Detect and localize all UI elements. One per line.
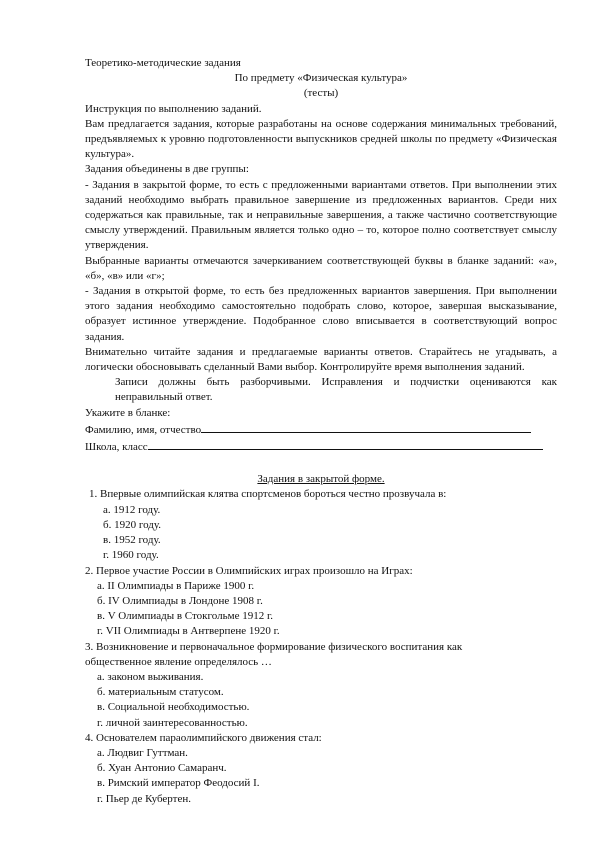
- question-3: [85, 640, 557, 731]
- intro-paragraph: Вам предлагается задания, которые разработаны на основе содержания минимальных требований, предъявляемых к уровню подготовленности выпускников средней школы по предмету «Физическая культура».: [85, 117, 557, 161]
- open-form-paragraph: - Задания в открытой форме, то есть без предложенных вариантов завершения. При выполнении этого задания необходимо самостоятельно подобрать слово, которое, завершая высказывание, образует истинное утверждение. Подобранное слово вписывается в соответствующий вопрос задания.: [85, 285, 557, 343]
- legible-paragraph: Записи должны быть разборчивыми. Исправления и подчистки оцениваются как неправильный ответ.: [115, 376, 557, 404]
- blank-line: Укажите в бланке:: [85, 406, 171, 419]
- question-3-text: 3. Возникновение и первоначальное формирование физического воспитания как: [85, 640, 463, 653]
- question-1-option-b: б. 1920 году.: [103, 518, 162, 531]
- question-3-option-c: в. Социальной необходимостью.: [97, 701, 250, 714]
- question-3-option-b: б. материальным статусом.: [97, 686, 224, 699]
- question-4-option-b: б. Хуан Антонио Самаранч.: [97, 762, 227, 775]
- school-field[interactable]: [148, 438, 543, 450]
- question-3-option-d: г. личной заинтересованностью.: [97, 716, 248, 729]
- question-1-option-c: в. 1952 году.: [103, 534, 161, 547]
- school-label: Школа, класс: [85, 441, 148, 454]
- selected-variants-paragraph: Выбранные варианты отмечаются зачеркиванием соответствующей буквы в бланке заданий: «а», «б», «в» или «г»;: [85, 254, 557, 282]
- question-4-option-a: а. Людвиг Гуттман.: [97, 746, 188, 759]
- name-label: Фамилию, имя, отчество: [85, 423, 202, 436]
- question-2-text: 2. Первое участие России в Олимпийских играх произошло на Играх:: [85, 564, 413, 577]
- subject-line: По предмету «Физическая культура»: [234, 72, 408, 85]
- spacer: [85, 455, 557, 472]
- question-1-text: 1. Впервые олимпийская клятва спортсменов бороться честно прозвучала в:: [89, 488, 447, 501]
- groups-line: Задания объединены в две группы:: [85, 163, 249, 176]
- name-field[interactable]: [201, 421, 531, 433]
- question-2-option-c: в. V Олимпиады в Стокгольме 1912 г.: [97, 610, 273, 623]
- question-4-option-d: г. Пьер де Кубертен.: [97, 792, 191, 805]
- question-2: [85, 564, 557, 640]
- document-title: Теоретико-методические задания: [85, 57, 241, 69]
- careful-paragraph: Внимательно читайте задания и предлагаемые варианты ответов. Старайтесь не угадывать, а логически обосновывать сделанный Вами выбор. Контролируйте время выполнения заданий.: [85, 345, 557, 374]
- question-3-option-a: а. законом выживания.: [97, 670, 204, 683]
- question-4-option-c: в. Римский император Феодосий I.: [97, 777, 260, 790]
- question-3-text-continued: общественное явление определялось …: [85, 655, 272, 668]
- question-4: [85, 731, 557, 807]
- school-row: [85, 438, 557, 455]
- instruction-heading: Инструкция по выполнению заданий.: [85, 102, 262, 115]
- closed-section-heading: Задания в закрытой форме.: [257, 473, 385, 486]
- question-2-option-d: г. VII Олимпиады в Антверпене 1920 г.: [97, 625, 280, 638]
- tests-line: (тесты): [303, 87, 339, 100]
- question-2-option-b: б. IV Олимпиады в Лондоне 1908 г.: [97, 594, 263, 607]
- question-2-option-a: а. II Олимпиады в Париже 1900 г.: [97, 579, 255, 592]
- document-page: [85, 56, 557, 807]
- question-1-option-d: г. 1960 году.: [103, 549, 159, 562]
- question-1: [85, 487, 557, 563]
- question-4-text: 4. Основателем параолимпийского движения стал:: [85, 731, 322, 744]
- question-1-option-a: а. 1912 году.: [103, 503, 161, 516]
- closed-form-paragraph: - Задания в закрытой форме, то есть с предложенными вариантами ответов. При выполнении этих заданий необходимо выбрать правильное завершение из предложенных вариантов. Среди них содержаться как правильные, так и неправильные завершения, а также частично соответствующие смыслу утверждений. Правильным является только одно – то, которое полно соответствует смыслу утверждения.: [85, 178, 557, 252]
- name-row: [85, 421, 557, 438]
